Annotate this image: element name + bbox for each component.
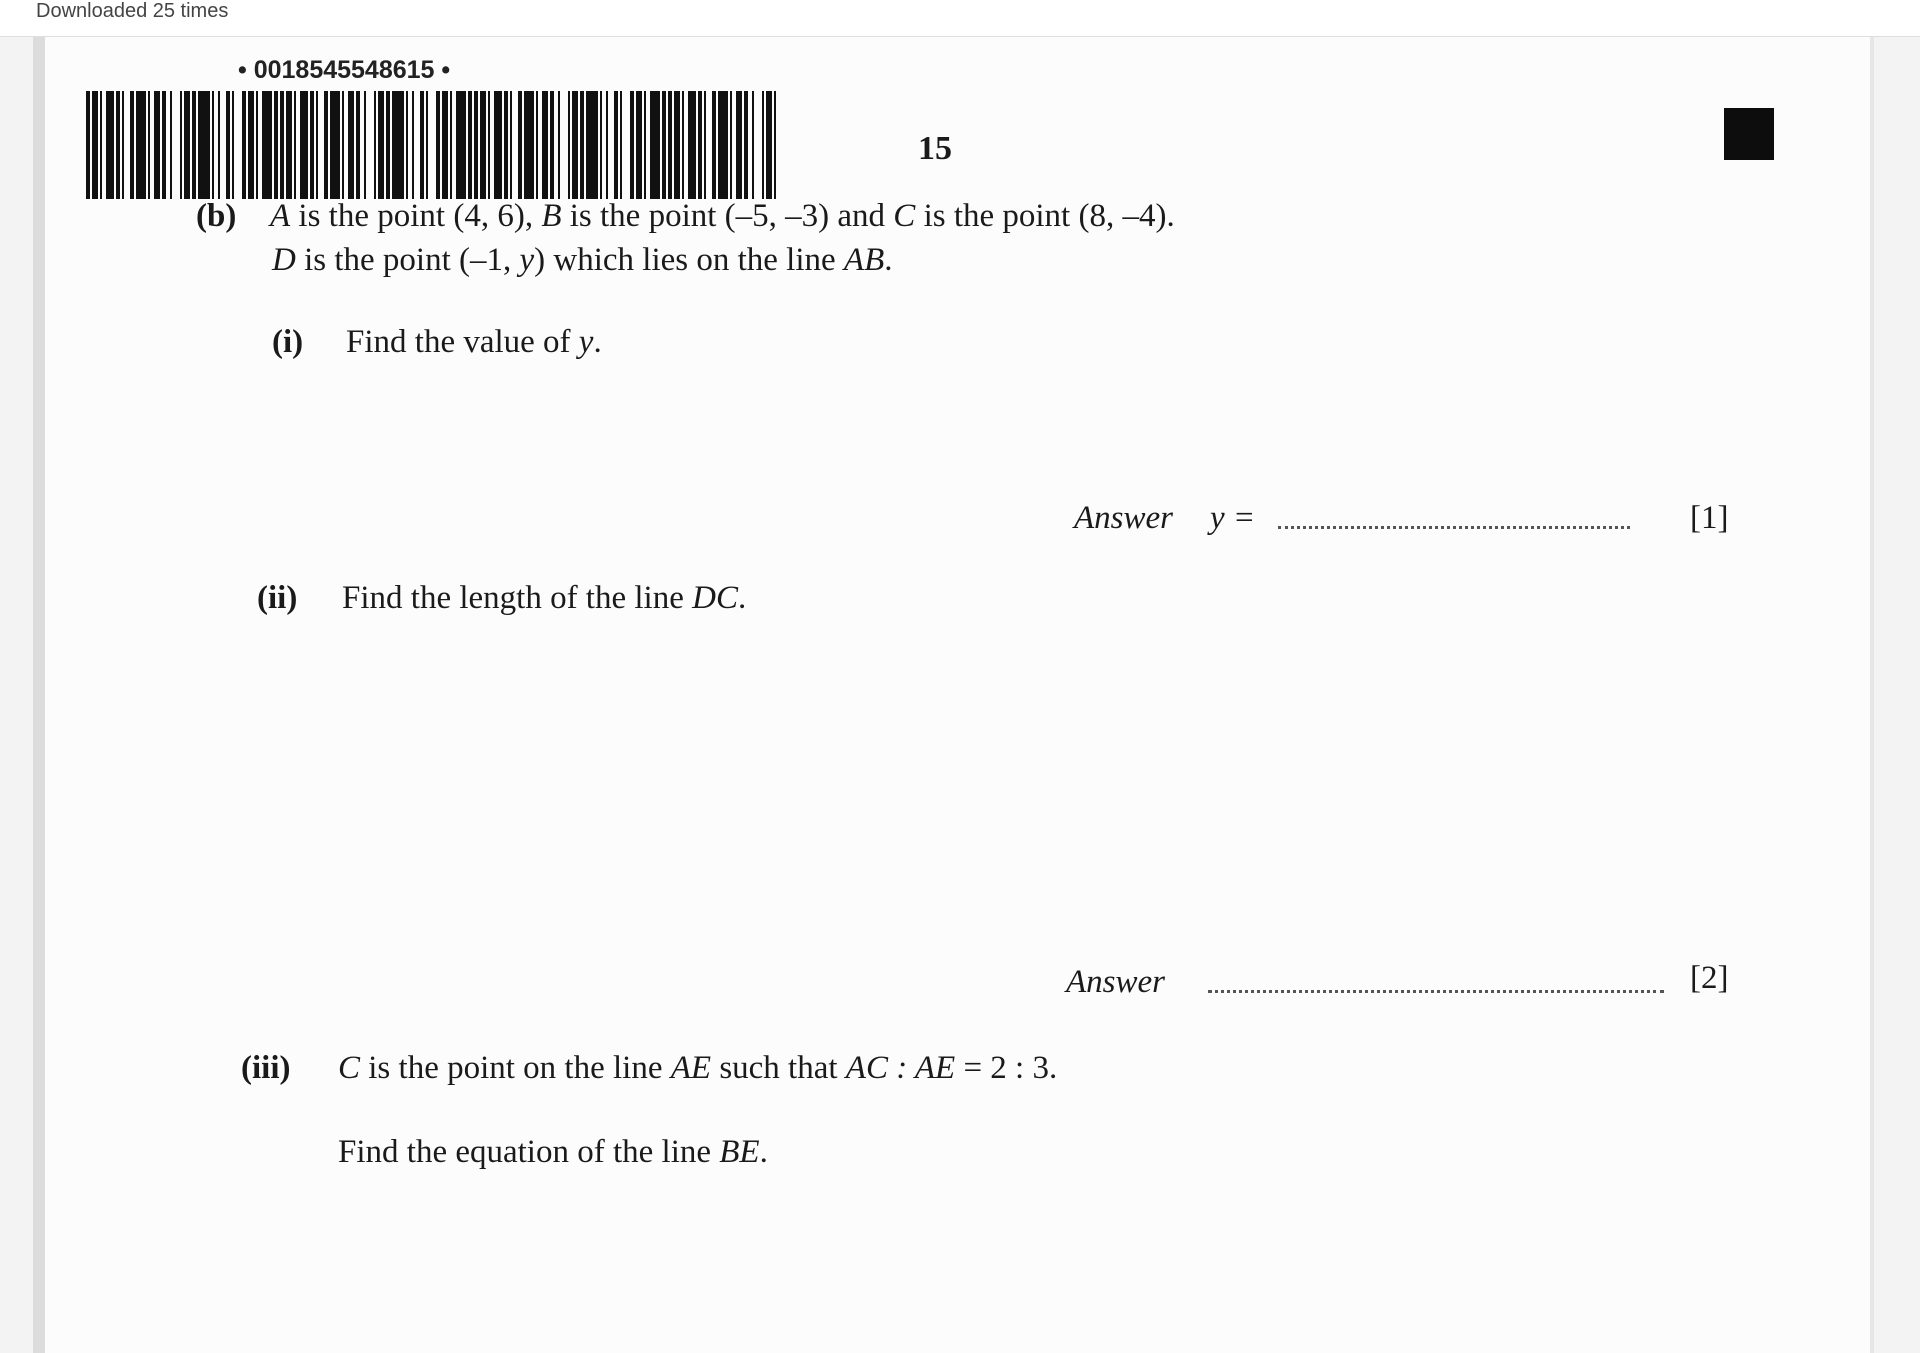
barcode-bar [718, 91, 728, 199]
barcode-bar [518, 91, 522, 199]
barcode-bar [542, 91, 548, 199]
barcode-bar [510, 91, 512, 199]
line-be: BE [719, 1134, 760, 1170]
point-d: D [272, 242, 296, 278]
text-segment: Find the value of [346, 324, 579, 360]
var-y: y [519, 242, 535, 278]
barcode-bar [550, 91, 554, 199]
text-segment: is the point (–1, [295, 242, 520, 278]
text-segment: . [593, 324, 602, 360]
barcode-bar [674, 91, 680, 199]
barcode-bar [212, 91, 214, 199]
barcode-bar [494, 91, 502, 199]
page-right-border [1870, 37, 1874, 1353]
point-b: B [541, 198, 562, 234]
barcode-bar [324, 91, 328, 199]
barcode-bar [122, 91, 124, 199]
text-segment: is the point (4, 6), [290, 198, 542, 234]
barcode-bar [242, 91, 246, 199]
barcode-bar [580, 91, 584, 199]
line-ae: AE [670, 1050, 712, 1086]
barcode-bar [426, 91, 428, 199]
barcode-bar [488, 91, 490, 199]
barcode-bar [456, 91, 466, 199]
barcode-bar [524, 91, 534, 199]
barcode-bar [106, 91, 114, 199]
part-iii-line1 [338, 1050, 1057, 1087]
barcode-bar [736, 91, 742, 199]
barcode-bar [412, 91, 414, 199]
barcode-bar [248, 91, 254, 199]
text-segment: . [737, 580, 747, 616]
barcode-bar [668, 91, 672, 199]
barcode-bar [644, 91, 646, 199]
question-b-line2 [272, 242, 893, 279]
part-i-answer-line[interactable] [1278, 526, 1630, 529]
text-segment: Find the equation of the line [338, 1134, 720, 1170]
text-segment: . [884, 242, 893, 278]
barcode-bar [92, 91, 98, 199]
barcode-bar [162, 91, 166, 199]
question-b-label: (b) [196, 198, 237, 234]
part-i-answer-var [1210, 500, 1255, 537]
barcode-bar [198, 91, 210, 199]
barcode-bar [86, 91, 90, 199]
barcode-bar [356, 91, 360, 199]
barcode-bar [342, 91, 344, 199]
text-segment: such that [711, 1050, 846, 1086]
barcode-bar [180, 91, 182, 199]
barcode-bar [170, 91, 172, 199]
barcode-bar [130, 91, 134, 199]
viewer-top-bar [0, 0, 1920, 37]
point-c: C [338, 1050, 361, 1086]
text-segment: is the point (8, –4). [915, 198, 1175, 234]
part-i-answer-label: Answer [1074, 500, 1173, 536]
barcode-bar [300, 91, 308, 199]
barcode-bar [450, 91, 452, 199]
candidate-code: • 0018545548615 • [238, 56, 451, 84]
barcode [86, 91, 776, 199]
barcode-bar [682, 91, 684, 199]
barcode-bar [154, 91, 160, 199]
barcode-bar [698, 91, 702, 199]
barcode-bar [226, 91, 230, 199]
text-segment: is the point on the line [360, 1050, 671, 1086]
barcode-bar [536, 91, 538, 199]
line-dc: DC [692, 580, 738, 616]
barcode-bar [286, 91, 292, 199]
barcode-bar [274, 91, 278, 199]
barcode-bar [136, 91, 146, 199]
point-a: A [270, 198, 291, 234]
barcode-bar [620, 91, 622, 199]
barcode-bar [184, 91, 190, 199]
barcode-bar [504, 91, 508, 199]
text-segment: ) which lies on the line [534, 242, 844, 278]
barcode-bar [558, 91, 560, 199]
part-ii-answer-label: Answer [1066, 964, 1165, 1000]
line-ab: AB [843, 242, 885, 278]
part-ii-question [342, 580, 746, 617]
barcode-bar [442, 91, 448, 199]
barcode-bar [218, 91, 220, 199]
part-ii-marks: [2] [1690, 960, 1729, 996]
barcode-bar [192, 91, 196, 199]
part-iii-line2 [338, 1134, 768, 1171]
barcode-bar [468, 91, 472, 199]
point-c: C [893, 198, 916, 234]
barcode-bar [572, 91, 578, 199]
barcode-bar [436, 91, 440, 199]
barcode-bar [316, 91, 318, 199]
part-ii-label: (ii) [257, 580, 298, 616]
barcode-bar [280, 91, 284, 199]
text-segment: . [759, 1134, 768, 1170]
barcode-bar [614, 91, 618, 199]
ratio-lhs: AC : AE [845, 1050, 956, 1086]
barcode-bar [294, 91, 296, 199]
answer-var: y = [1210, 500, 1256, 536]
part-i-question [346, 324, 602, 361]
barcode-bar [774, 91, 776, 199]
barcode-bar [232, 91, 234, 199]
var-y: y [578, 324, 594, 360]
barcode-bar [744, 91, 748, 199]
barcode-bar [406, 91, 408, 199]
part-ii-answer-line[interactable] [1208, 990, 1664, 993]
barcode-bar [762, 91, 764, 199]
page-number: 15 [918, 130, 952, 167]
barcode-bar [420, 91, 424, 199]
barcode-bar [752, 91, 754, 199]
part-i-label: (i) [272, 324, 304, 360]
download-count: Downloaded 25 times [36, 0, 229, 22]
barcode-bar [378, 91, 384, 199]
barcode-bar [704, 91, 706, 199]
page-left-border [33, 37, 45, 1353]
barcode-bar [392, 91, 404, 199]
barcode-bar [606, 91, 608, 199]
text-segment: is the point (–5, –3) and [561, 198, 894, 234]
question-b-line1 [270, 198, 1175, 235]
barcode-bar [568, 91, 570, 199]
barcode-bar [364, 91, 366, 199]
text-segment: Find the length of the line [342, 580, 693, 616]
barcode-bar [766, 91, 772, 199]
barcode-bar [386, 91, 390, 199]
barcode-bar [262, 91, 272, 199]
barcode-bar [600, 91, 602, 199]
corner-marker [1724, 108, 1774, 160]
barcode-bar [662, 91, 666, 199]
ratio-rhs: = 2 : 3. [955, 1050, 1058, 1086]
barcode-bar [116, 91, 120, 199]
barcode-bar [256, 91, 258, 199]
barcode-bar [636, 91, 642, 199]
barcode-bar [374, 91, 376, 199]
barcode-bar [730, 91, 732, 199]
barcode-bar [148, 91, 150, 199]
barcode-bar [688, 91, 696, 199]
barcode-bar [310, 91, 314, 199]
barcode-bar [330, 91, 340, 199]
barcode-bar [712, 91, 716, 199]
barcode-bar [474, 91, 478, 199]
barcode-bar [630, 91, 634, 199]
part-i-marks: [1] [1690, 500, 1729, 536]
barcode-bar [586, 91, 598, 199]
part-iii-label: (iii) [241, 1050, 291, 1086]
barcode-bar [100, 91, 102, 199]
barcode-bar [480, 91, 486, 199]
barcode-bar [348, 91, 354, 199]
barcode-bar [650, 91, 660, 199]
